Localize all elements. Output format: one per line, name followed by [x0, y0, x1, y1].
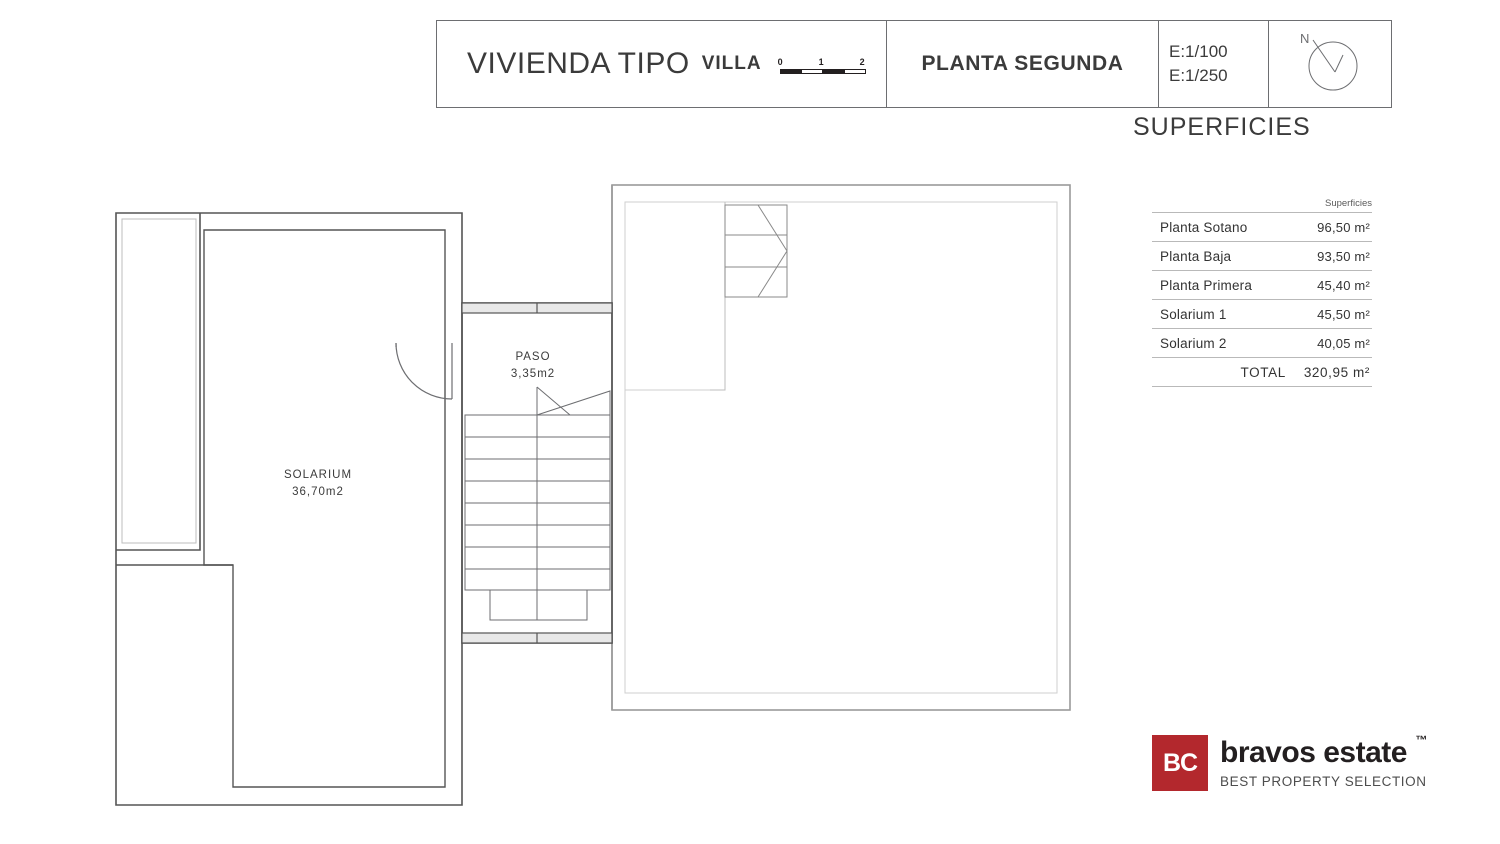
surface-value: 93,50 m² — [1317, 249, 1370, 264]
plan-left-block — [116, 213, 462, 805]
table-row — [1152, 270, 1372, 299]
room-label-solarium — [248, 467, 388, 501]
brand-logo — [1152, 732, 1427, 791]
total-label: TOTAL — [1240, 365, 1286, 380]
scale-primary: E:1/100 — [1169, 42, 1228, 61]
surface-value: 45,50 m² — [1317, 307, 1370, 322]
north-arrow-icon — [1299, 33, 1361, 95]
surface-label: Planta Primera — [1160, 278, 1253, 293]
trademark-icon: ™ — [1415, 732, 1427, 747]
graphic-scale-bar — [777, 54, 866, 80]
floor-plan-drawing — [100, 175, 1090, 830]
scale-secondary: E:1/250 — [1169, 66, 1228, 85]
floor-name-cell — [887, 21, 1159, 107]
surface-label: Solarium 1 — [1160, 307, 1227, 322]
room-area: 36,70m2 — [292, 486, 344, 498]
logo-mark: BC — [1152, 735, 1208, 791]
logo-name-wrap — [1220, 732, 1427, 769]
logo-text — [1220, 732, 1427, 789]
room-name: PASO — [515, 351, 551, 363]
floor-label: PLANTA SEGUNDA — [921, 52, 1124, 75]
scale-tick-2: 2 — [859, 57, 865, 67]
table-row — [1152, 212, 1372, 241]
room-label-paso — [478, 349, 588, 383]
surface-label: Planta Sotano — [1160, 220, 1248, 235]
surface-label: Planta Baja — [1160, 249, 1232, 264]
plan-right-block — [612, 185, 1070, 710]
surfaces-heading: SUPERFICIES — [1133, 113, 1311, 141]
north-arrow-cell — [1269, 21, 1391, 107]
scale-tick-1: 1 — [818, 57, 824, 67]
north-letter: N — [1300, 31, 1310, 46]
table-row — [1152, 241, 1372, 270]
surface-value: 40,05 m² — [1317, 336, 1370, 351]
title-main-cell — [437, 21, 887, 107]
drawing-title-block — [436, 20, 1392, 108]
drawing-title: VIVIENDA TIPO — [467, 47, 690, 80]
room-name: SOLARIUM — [283, 469, 353, 481]
surfaces-table — [1152, 198, 1372, 387]
scale-cell — [1159, 21, 1269, 107]
drawing-subtitle: VILLA — [701, 53, 762, 74]
table-row-total — [1152, 357, 1372, 387]
total-value: 320,95 m² — [1303, 365, 1370, 380]
logo-name: bravos estate — [1220, 735, 1407, 769]
surface-label: Solarium 2 — [1160, 336, 1227, 351]
scale-tick-0: 0 — [777, 57, 783, 67]
scale-bar-segments — [780, 69, 866, 74]
logo-tagline: BEST PROPERTY SELECTION — [1220, 773, 1427, 789]
surface-value: 96,50 m² — [1317, 220, 1370, 235]
table-row — [1152, 328, 1372, 357]
table-row — [1152, 299, 1372, 328]
surface-value: 45,40 m² — [1317, 278, 1370, 293]
room-area: 3,35m2 — [510, 368, 556, 380]
surfaces-column-header: Superficies — [1325, 198, 1372, 209]
